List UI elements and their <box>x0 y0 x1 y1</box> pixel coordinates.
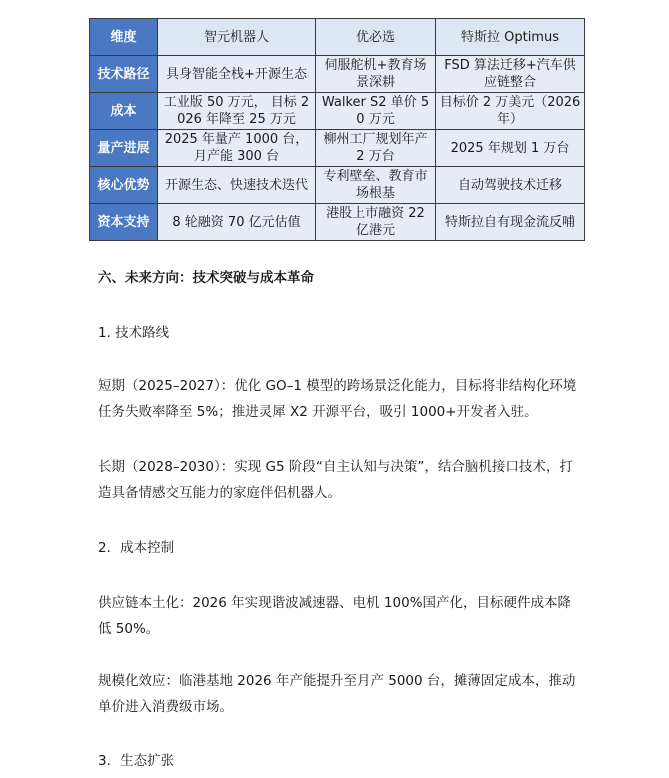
table-row <box>90 56 585 93</box>
table-cell: 8 轮融资 70 亿元估值 <box>158 204 316 241</box>
comparison-table <box>89 18 585 241</box>
header-cell-tesla: 特斯拉 Optimus <box>436 19 585 56</box>
subheading-ecosystem: 3．生态扩张 <box>98 753 175 769</box>
table-row <box>90 130 585 167</box>
table-row <box>90 167 585 204</box>
subheading-tech-route: 1. 技术路线 <box>98 325 170 341</box>
table-header-row <box>90 19 585 56</box>
table-cell: 2025 年量产 1000 台， 月产能 300 台 <box>158 130 316 167</box>
table-cell: Walker S2 单价 50 万元 <box>316 93 436 130</box>
table-cell: 2025 年规划 1 万台 <box>436 130 585 167</box>
table-cell: 自动驾驶技术迁移 <box>436 167 585 204</box>
row-label: 核心优势 <box>90 167 158 204</box>
table-cell: 目标价 2 万美元（2026 年） <box>436 93 585 130</box>
paragraph-long-term: 长期（2028–2030）：实现 G5 阶段“自主认知与决策”，结合脑机接口技术，打造具备情感交互能力的家庭伴侣机器人。 <box>98 459 573 501</box>
table-cell: 工业版 50 万元， 目标 2026 年降至 25 万元 <box>158 93 316 130</box>
header-cell-dimension: 维度 <box>90 19 158 56</box>
header-cell-ubtech: 优必选 <box>316 19 436 56</box>
table-cell: 开源生态、快速技术迭代 <box>158 167 316 204</box>
row-label: 量产进展 <box>90 130 158 167</box>
table-cell: 柳州工厂规划年产 2 万台 <box>316 130 436 167</box>
row-label: 资本支持 <box>90 204 158 241</box>
paragraph-scale-effect: 规模化效应：临港基地 2026 年产能提升至月产 5000 台，摊薄固定成本，推动单价进入消费级市场。 <box>98 673 576 715</box>
table-row <box>90 93 585 130</box>
paragraph-short-term: 短期（2025–2027）：优化 GO–1 模型的跨场景泛化能力，目标将非结构化环境任务失败率降至 5%；推进灵犀 X2 开源平台，吸引 1000+开发者入驻。 <box>98 378 577 420</box>
header-cell-agibot: 智元机器人 <box>158 19 316 56</box>
table-cell: 伺服舵机+教育场景深耕 <box>316 56 436 93</box>
paragraph-supply-chain: 供应链本土化：2026 年实现谐波减速器、电机 100%国产化，目标硬件成本降低 50%。 <box>98 595 572 637</box>
section-heading: 六、未来方向：技术突破与成本革命 <box>98 270 314 286</box>
table-cell: 具身智能全栈+开源生态 <box>158 56 316 93</box>
subheading-cost-control: 2．成本控制 <box>98 540 175 556</box>
table-cell: 港股上市融资 22 亿港元 <box>316 204 436 241</box>
table-cell: 特斯拉自有现金流反哺 <box>436 204 585 241</box>
table-cell: 专利壁垒、教育市场根基 <box>316 167 436 204</box>
row-label: 技术路径 <box>90 56 158 93</box>
table-row <box>90 204 585 241</box>
table-cell: FSD 算法迁移+汽车供应链整合 <box>436 56 585 93</box>
row-label: 成本 <box>90 93 158 130</box>
